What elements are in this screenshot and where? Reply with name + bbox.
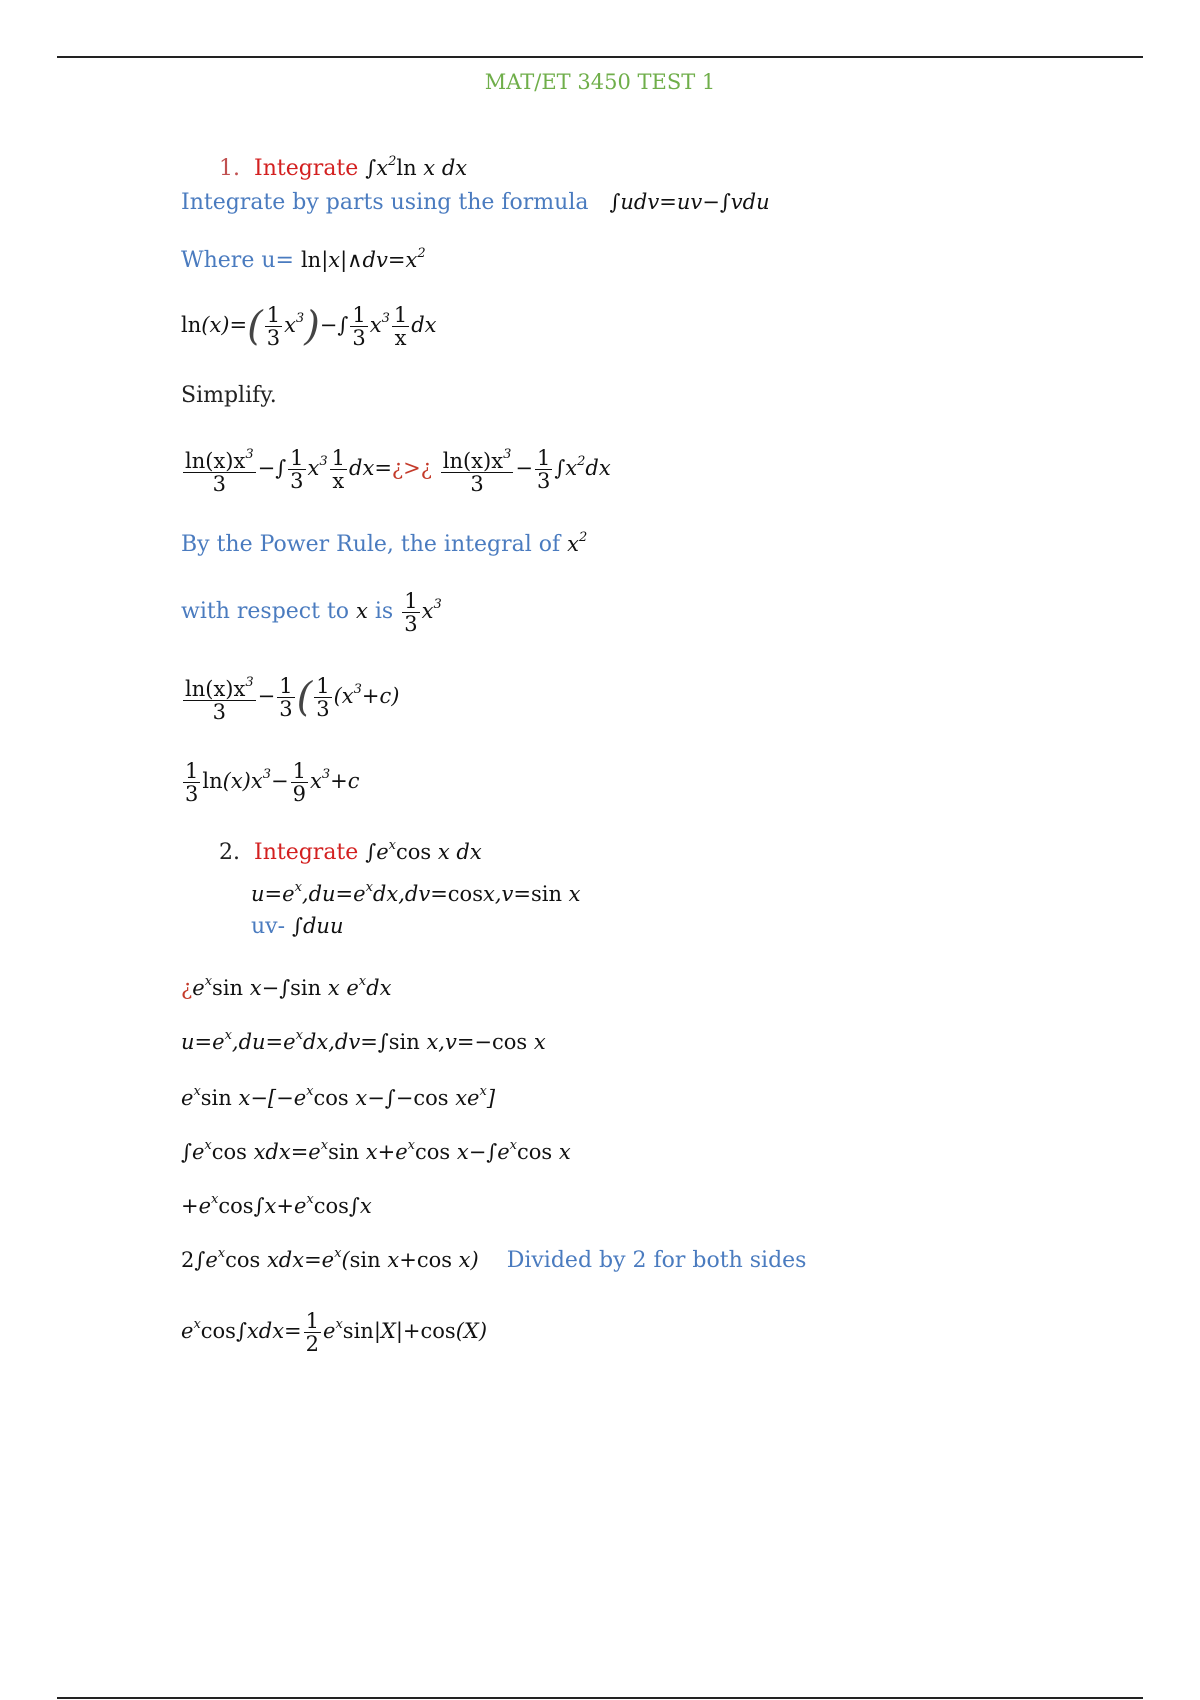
equation-7: $u=e^x,du=e^xdx,dv=\int\sin$ x,v=−cos x: [181, 1028, 546, 1054]
power-rule-text: By the Power Rule, the integral of: [181, 532, 561, 557]
page-header: MAT/ET 3450 TEST 1: [484, 70, 716, 94]
problem-2-label: Integrate: [254, 840, 359, 865]
equation-3: $\frac{\ln(x)x^3}{3}$ − $\frac{1}{3}$ ( $\frac{1}{3}$ $(x^3+c)$: [185, 674, 400, 724]
equation-2: $\frac{\ln(x)x^3}{3}$ −∫ $\frac{1}{3}$ $x^3$ $\frac{1}{x}$ dx=¿>¿ $\frac{\ln(x)x^3}{3}$ − $\frac{1}{3}$ $\int x^2dx$: [185, 446, 611, 496]
simplify-text: Simplify.: [181, 383, 277, 408]
where-text: Where u=: [181, 248, 294, 273]
problem-2-number: 2.: [219, 840, 240, 865]
parts-formula: ∫udv=uv−∫vdu: [609, 190, 770, 214]
equation-1: ln(x)=( $\frac{1}{3}$ $x^3)-\int$ $\frac{1}{3}$ $x^3$ $\frac{1}{x}$ dx: [181, 303, 437, 350]
equation-10: $+e^x\cos\int x+e^x\cos\int x$: [181, 1192, 372, 1218]
respect-line: with respect to x is $\frac{1}{3}$ $x^3$: [181, 589, 442, 636]
problem-1-label: Integrate: [254, 156, 359, 181]
power-rule-line: By the Power Rule, the integral of $x^2$: [181, 530, 588, 557]
equation-11: $2\int e^x\cos$ $xdx=e^x(\sin$ x+cos x) Divided by 2 for both sides: [181, 1246, 807, 1273]
bottom-rule: [57, 1697, 1143, 1699]
problem-1-number: 1.: [219, 156, 240, 181]
where-math: $\ln|x|\wedge dv=x^2$: [300, 246, 426, 272]
problem-1-integral: $\int x^2\ln$ x dx: [365, 154, 468, 180]
equation-9: $\int e^x\cos$ $xdx=e^x\sin$ $x+e^x\cos$ $x-\int e^x\cos$ x: [181, 1138, 571, 1164]
uv-line: uv- ∫duu: [251, 914, 344, 939]
where-line: [181, 240, 426, 275]
equation-5: $u=e^x,du=e^xdx,dv=\cos x,v=\sin$ x: [251, 880, 581, 906]
divided-text: Divided by 2 for both sides: [506, 1248, 807, 1273]
equation-8: $e^x\sin$ $x-[-e^x\cos$ x−∫−cos $xe^x$]: [181, 1084, 496, 1110]
parts-text: Integrate by parts using the formula: [181, 190, 589, 215]
problem-2-heading: [219, 832, 482, 867]
equation-6: ¿$e^x\sin$ x−∫sin x $e^xdx$: [181, 974, 392, 1000]
problem-1-heading: [219, 148, 467, 183]
equation-4: $\frac{1}{3}$ $\ln(x)x^3-$ $\frac{1}{9}$ $x^3+c$: [185, 759, 360, 806]
is-text: is: [374, 599, 394, 624]
equation-12: $e^x\cos\int xdx=$ $\frac{1}{2}$ $e^x\sin|X|+\cos(X)$: [181, 1309, 488, 1356]
problem-2-integral: $\int e^x\cos$ x dx: [365, 838, 482, 864]
top-rule: [57, 56, 1143, 58]
uv-text: uv-: [251, 914, 286, 939]
with-respect-text: with respect to: [181, 599, 350, 624]
parts-line: [181, 188, 770, 217]
